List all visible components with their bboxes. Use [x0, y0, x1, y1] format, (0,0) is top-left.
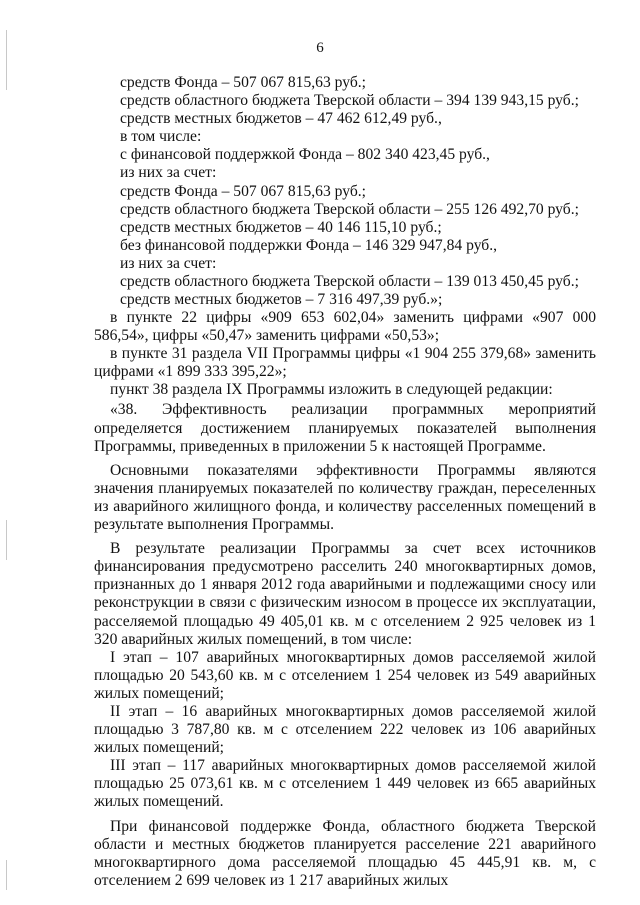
- scan-edge-mark: [6, 520, 7, 560]
- text-line: средств областного бюджета Тверской области – 255 126 492,70 руб.;: [120, 200, 579, 218]
- paragraph: В результате реализации Программы за счет всех источников финансирования предусмотрено расселить 240 многоквартирных домов, признанных до 1 января 2012 года аварийными и подлежащими сносу или реконструкции в связи с физическим износом в процессе их эксплуатации, расселяемой площадью 49 405,01 кв. м с отселением 2 925 человек из 1 320 аварийных жилых помещений, в том числе:: [94, 540, 596, 648]
- page-number: 6: [316, 40, 324, 56]
- paragraph: При финансовой поддержке Фонда, областного бюджета Тверской области и местных бюджетов планируется расселение 221 аварийного многоквартирного дома расселяемой площадью 45 445,91 кв. м, с отселением 2 699 человек из 1 217 аварийных жилых: [94, 817, 596, 889]
- text-line: с финансовой поддержкой Фонда – 802 340 423,45 руб.,: [120, 146, 490, 164]
- text-line: средств местных бюджетов – 7 316 497,39 руб.»;: [120, 291, 443, 309]
- paragraph: I этап – 107 аварийных многоквартирных домов расселяемой жилой площадью 20 543,60 кв. м с отселением 1 254 человек из 549 аварийных жилых помещений;: [94, 648, 596, 702]
- paragraph: в пункте 31 раздела VII Программы цифры «1 904 255 379,68» заменить цифрами «1 899 333 395,22»;: [94, 345, 596, 381]
- text-line: средств Фонда – 507 067 815,63 руб.;: [120, 182, 366, 200]
- paragraph: II этап – 16 аварийных многоквартирных домов расселяемой жилой площадью 3 787,80 кв. м с отселением 222 человек из 106 аварийных жилых помещений;: [94, 702, 596, 757]
- text-line: средств местных бюджетов – 47 462 612,49 руб.,: [120, 110, 442, 128]
- text-line: из них за счет:: [120, 164, 217, 182]
- document-body: [120, 74, 596, 309]
- document-paragraphs: [94, 309, 596, 890]
- text-line: средств местных бюджетов – 40 146 115,10 руб.;: [120, 218, 442, 236]
- paragraph: «38. Эффективность реализации программных мероприятий определяется достижением планируемых показателей выполнения Программы, приведенных в приложении 5 к настоящей Программе.: [94, 401, 596, 455]
- paragraph: пункт 38 раздела IX Программы изложить в следующей редакции:: [110, 381, 553, 399]
- text-line: средств областного бюджета Тверской области – 394 139 943,15 руб.;: [120, 92, 579, 110]
- paragraph: в пункте 22 цифры «909 653 602,04» заменить цифрами «907 000 586,54», цифры «50,47» заменить цифрами «50,53»;: [94, 309, 596, 345]
- text-line: средств Фонда – 507 067 815,63 руб.;: [120, 74, 366, 91]
- paragraph: Основными показателями эффективности Программы являются значения планируемых показателей по количеству граждан, переселенных из аварийного жилищного фонда, и количеству расселенных помещений в результате выполнения Программы.: [94, 461, 596, 534]
- text-line: в том числе:: [120, 128, 202, 146]
- text-line: средств областного бюджета Тверской области – 139 013 450,45 руб.;: [120, 273, 579, 291]
- scan-edge-mark: [6, 30, 7, 90]
- scan-edge-mark: [6, 860, 7, 890]
- paragraph: III этап – 117 аварийных многоквартирных домов расселяемой жилой площадью 25 073,61 кв. м с отселением 1 449 человек из 665 аварийных жилых помещений.: [94, 757, 596, 811]
- text-line: без финансовой поддержки Фонда – 146 329 947,84 руб.,: [120, 236, 498, 254]
- text-line: из них за счет:: [120, 254, 217, 272]
